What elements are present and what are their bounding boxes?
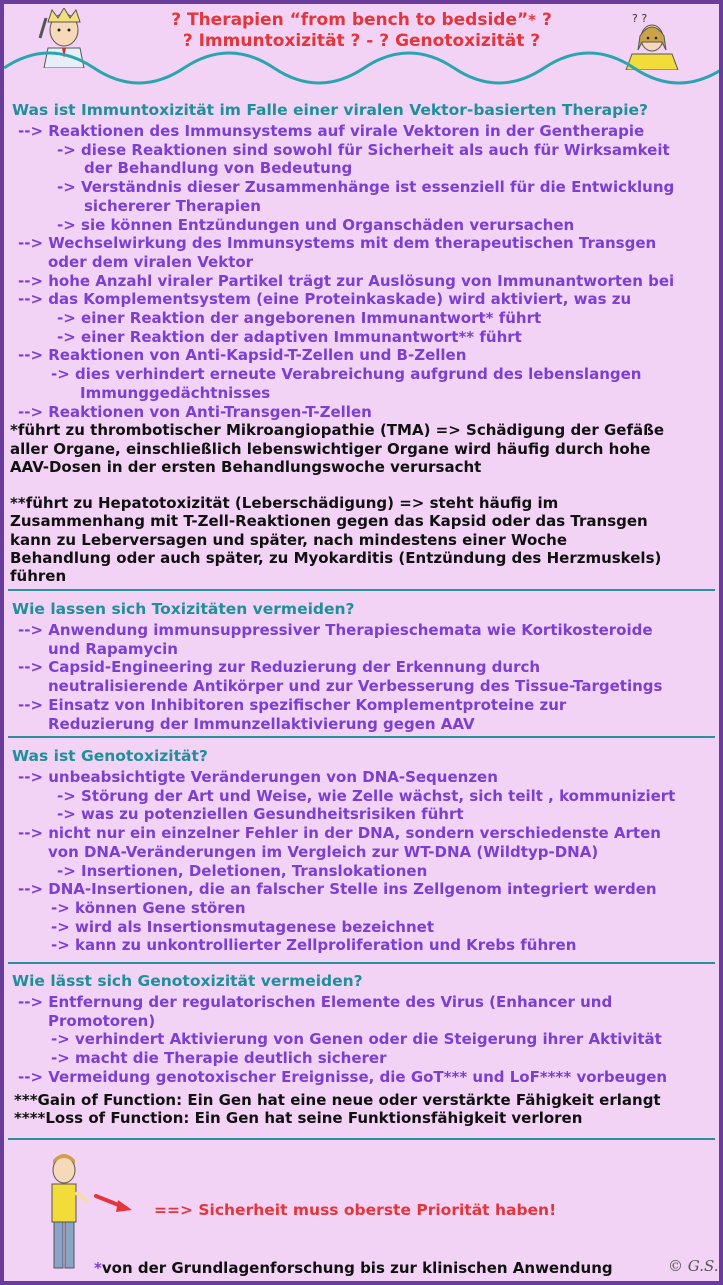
list-item: Reduzierung der Immunzellaktivierung gegen AAV: [48, 714, 475, 733]
footnote-line: führen: [10, 567, 67, 586]
list-item: --> Vermeidung genotoxischer Ereignisse, die GoT*** und LoF**** vorbeugen: [18, 1067, 668, 1086]
section-question: Wie lassen sich Toxizitäten vermeiden?: [12, 600, 355, 618]
section-question: Was ist Genotoxizität?: [12, 747, 208, 765]
list-item: -> was zu potenziellen Gesundheitsrisiken führt: [57, 805, 464, 824]
list-item: -> kann zu unkontrollierter Zellproliferation und Krebs führen: [51, 936, 577, 955]
section-divider: [8, 736, 715, 738]
section-divider: [8, 962, 715, 964]
list-item: --> Anwendung immunsuppressiver Therapieschemata wie Kortikosteroide: [18, 621, 653, 639]
list-item: -> einer Reaktion der adaptiven Immunantwort** führt: [57, 327, 522, 346]
pointing-man-icon: [42, 1152, 92, 1277]
title-line-1-text: ? Therapien “from bench to bedside”: [171, 10, 529, 30]
svg-text:? ?: ? ?: [632, 12, 648, 25]
section-divider: [8, 1138, 715, 1140]
list-item: --> Reaktionen von Anti-Kapsid-T-Zellen und B-Zellen: [18, 346, 467, 365]
footnote-line: **führt zu Hepatotoxizität (Leberschädigung) => steht häufig im: [10, 494, 559, 513]
footnote-line: ****Loss of Function: Ein Gen hat seine Funktionsfähigkeit verloren: [14, 1108, 583, 1127]
footnote-line: kann zu Leberversagen und später, nach mindestens einer Woche: [10, 530, 568, 549]
section-avoid-genotoxicity: [10, 972, 713, 1127]
footnote-line: Zusammenhang mit T-Zell-Reaktionen gegen das Kapsid oder das Transgen: [10, 512, 648, 531]
list-item: --> nicht nur ein einzelner Fehler in der DNA, sondern verschiedenste Arten: [18, 824, 661, 843]
list-item: -> wird als Insertionsmutagenese bezeichnet: [51, 917, 435, 936]
list-item: Immunggedächtnisses: [80, 383, 271, 402]
list-item: --> Reaktionen des Immunsystems auf virale Vektoren in der Gentherapie: [18, 122, 645, 140]
list-item: -> können Gene stören: [51, 898, 246, 917]
section-avoid-toxicity: [10, 600, 713, 733]
list-item: --> unbeabsichtigte Veränderungen von DNA-Sequenzen: [18, 768, 498, 786]
wave-divider: [4, 48, 719, 88]
title-line-1: [4, 10, 719, 31]
footnote-line: *führt zu thrombotischer Mikroangiopathie (TMA) => Schädigung der Gefäße: [10, 421, 665, 440]
list-item: --> das Komplementsystem (eine Proteinkaskade) wird aktiviert, was zu: [18, 290, 632, 309]
list-item: neutralisierende Antikörper und zur Verbesserung des Tissue-Targetings: [48, 677, 663, 696]
list-item: -> sie können Entzündungen und Organschäden verursachen: [57, 215, 575, 234]
page-title: [4, 10, 719, 52]
list-item: der Behandlung von Bedeutung: [84, 159, 353, 178]
footer-text: von der Grundlagenforschung bis zur klinischen Anwendung: [101, 1259, 613, 1277]
title-line-1-end: ?: [536, 10, 552, 30]
list-item: -> Insertionen, Deletionen, Translokationen: [57, 861, 428, 880]
section-immuntoxicity: [10, 101, 713, 586]
list-item: sichererer Therapien: [84, 196, 261, 215]
footnote-line: Behandlung oder auch später, zu Myokarditis (Entzündung des Herzmuskels): [10, 549, 662, 568]
list-item: -> Störung der Art und Weise, wie Zelle wächst, sich teilt , kommuniziert: [57, 786, 676, 805]
list-item: --> Reaktionen von Anti-Transgen-T-Zellen: [18, 402, 372, 421]
footnote-line: aller Organe, einschließlich lebenswichtiger Organe wird häufig durch hohe: [10, 439, 651, 458]
list-item: -> Verständnis dieser Zusammenhänge ist essenziell für die Entwicklung: [57, 178, 675, 197]
list-item: -> verhindert Aktivierung von Genen oder die Steigerung ihrer Aktivität: [51, 1030, 662, 1049]
list-item: -> dies verhindert erneute Verabreichung aufgrund des lebenslangen: [51, 365, 642, 384]
red-arrow-icon: [94, 1192, 136, 1216]
section-genotoxicity: [10, 747, 713, 955]
footnote-line: AAV-Dosen in der ersten Behandlungswoche verursacht: [10, 457, 482, 476]
section-divider: [8, 589, 715, 591]
list-item: --> Einsatz von Inhibitoren spezifischer Komplementproteine zur: [18, 695, 567, 714]
footer-star: *: [94, 1259, 102, 1277]
footer-note: [94, 1259, 613, 1277]
footnote-line: ***Gain of Function: Ein Gen hat eine neue oder verstärkte Fähigkeit erlangt: [14, 1090, 661, 1109]
safety-statement: ==> Sicherheit muss oberste Priorität haben!: [154, 1201, 557, 1219]
list-item: und Rapamycin: [48, 639, 178, 658]
list-item: --> Entfernung der regulatorischen Elemente des Virus (Enhancer und: [18, 993, 613, 1011]
list-item: -> diese Reaktionen sind sowohl für Sicherheit als auch für Wirksamkeit: [57, 140, 670, 159]
list-item: --> DNA-Insertionen, die an falscher Stelle ins Zellgenom integriert werden: [18, 880, 657, 899]
list-item: -> macht die Therapie deutlich sicherer: [51, 1049, 387, 1068]
title-star: *: [528, 11, 537, 29]
title-line-2: ? Immuntoxizität ? - ? Genotoxizität ?: [182, 31, 541, 51]
section-question: Was ist Immuntoxizität im Falle einer viralen Vektor-basierten Therapie?: [12, 101, 649, 119]
copyright-mark: © G.S.: [668, 1257, 719, 1275]
list-item: -> einer Reaktion der angeborenen Immunantwort* führt: [57, 309, 542, 328]
list-item: Promotoren): [48, 1011, 156, 1030]
list-item: --> Capsid-Engineering zur Reduzierung der Erkennung durch: [18, 658, 541, 677]
list-item: oder dem viralen Vektor: [48, 252, 254, 271]
list-item: --> Wechselwirkung des Immunsystems mit dem therapeutischen Transgen: [18, 234, 657, 253]
list-item: von DNA-Veränderungen im Vergleich zur WT-DNA (Wildtyp-DNA): [48, 842, 599, 861]
list-item: --> hohe Anzahl viraler Partikel trägt zur Auslösung von Immunantworten bei: [18, 271, 675, 290]
section-question: Wie lässt sich Genotoxizität vermeiden?: [12, 972, 363, 990]
